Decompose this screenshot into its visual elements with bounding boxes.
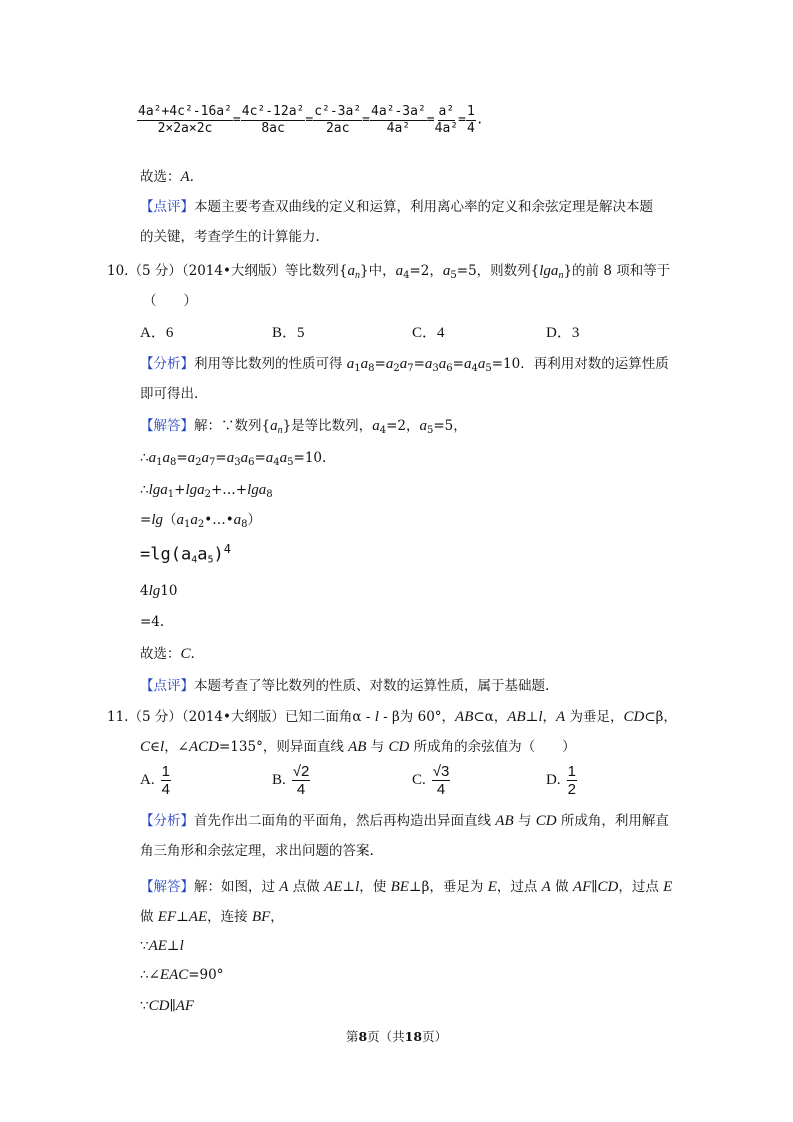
- text-segment: ⊂α，: [473, 709, 508, 725]
- text-segment: 所成角的余弦值为（ ）: [409, 739, 576, 755]
- footer-text: 页（共: [367, 1029, 405, 1044]
- text-segment: ⊥: [342, 879, 356, 895]
- text-segment: =: [215, 450, 227, 466]
- text-segment: 解：如图，过: [194, 879, 280, 895]
- subscript: 1: [156, 457, 163, 468]
- denominator: 4a²: [386, 121, 411, 136]
- option-label: D.: [546, 771, 561, 788]
- math-symbol: C: [140, 739, 151, 755]
- math-symbol: a: [233, 512, 242, 528]
- fraction: [466, 104, 476, 137]
- math-symbol: lga: [247, 482, 267, 498]
- subscript: 4: [379, 425, 387, 436]
- text-segment: .: [190, 646, 195, 662]
- text-segment: ⊂β，: [644, 709, 677, 725]
- math-symbol: a: [176, 512, 184, 528]
- text-segment: ∴: [140, 450, 149, 466]
- text-line: [140, 645, 195, 663]
- math-symbol: AB: [495, 813, 514, 829]
- math-symbol: l: [374, 709, 379, 725]
- text-segment: 11.（5 分）（2014•大纲版）已知二面角α -: [107, 709, 375, 725]
- text-segment: ，使: [359, 879, 391, 895]
- lg-text: a: [197, 544, 208, 565]
- equals: =: [305, 112, 314, 128]
- text-line: [140, 582, 177, 600]
- math-symbol: BF: [251, 909, 271, 925]
- text-segment: 角三角形和余弦定理，求出问题的答案.: [140, 843, 374, 859]
- text-line: [140, 878, 672, 896]
- text-line: [140, 937, 184, 955]
- section-tag: 【分析】: [140, 356, 194, 372]
- subscript: 4: [403, 270, 410, 281]
- lg-expression: [140, 540, 231, 570]
- text-segment: ∈: [150, 739, 161, 755]
- subscript: 7: [407, 363, 414, 374]
- numerator: c²-3a²: [314, 104, 362, 119]
- denominator: 8ac: [261, 121, 285, 136]
- text-line: [140, 449, 326, 472]
- text-segment: ，过点: [618, 879, 664, 895]
- math-symbol: a: [419, 418, 427, 434]
- text-segment: =2，: [386, 418, 420, 434]
- subscript: 1: [167, 489, 175, 500]
- text-segment: 与: [366, 739, 389, 755]
- math-symbol: CD: [388, 739, 410, 755]
- text-segment: =90°: [188, 967, 224, 983]
- math-symbol: AF: [175, 998, 195, 1014]
- text-line: [107, 262, 670, 285]
- text-segment: （: [162, 512, 177, 528]
- fraction: [292, 763, 311, 798]
- subscript: 5: [287, 457, 294, 468]
- denominator: 4: [296, 781, 306, 798]
- math-symbol: a: [424, 356, 433, 372]
- math-symbol: a: [360, 356, 369, 372]
- exponent: 4: [223, 542, 231, 556]
- math-symbol: a: [190, 512, 198, 528]
- math-symbol: AF: [572, 879, 592, 895]
- math-symbol: a: [201, 450, 210, 466]
- math-symbol: AB: [507, 709, 526, 725]
- text-line: [140, 481, 273, 504]
- text-segment: - β为 60°，: [378, 709, 456, 725]
- subscript: 5: [207, 554, 214, 566]
- text-line: [140, 613, 164, 631]
- text-segment: ⊥: [525, 709, 539, 725]
- math-symbol: E: [663, 879, 673, 895]
- math-symbol: EAC: [159, 967, 189, 983]
- denominator: 4a²: [434, 121, 459, 136]
- text-segment: ，: [270, 909, 284, 925]
- math-symbol: a: [270, 418, 278, 434]
- q10-option-a: A．6: [140, 325, 174, 341]
- q11-option-a: [140, 763, 171, 798]
- section-tag: 【解答】: [140, 418, 194, 434]
- math-symbol: ACD: [189, 739, 219, 755]
- text-segment: （ ）: [143, 293, 197, 309]
- math-symbol: CD: [148, 998, 170, 1014]
- text-segment: =5，则数列{: [456, 263, 540, 279]
- math-symbol: lga: [148, 482, 168, 498]
- text-line: [140, 842, 374, 860]
- subscript: n: [355, 270, 361, 281]
- numerator: √2: [292, 763, 310, 780]
- subscript: 4: [471, 363, 478, 374]
- text-line: [140, 677, 549, 695]
- fraction: [567, 763, 577, 798]
- fraction: [435, 104, 458, 137]
- fraction: [432, 763, 451, 798]
- text-segment: ∴: [140, 482, 149, 498]
- numerator: √3: [432, 763, 450, 780]
- q11-option-b: [272, 763, 310, 798]
- subscript: 2: [393, 363, 400, 374]
- text-segment: •…•: [204, 512, 234, 528]
- text-line: [140, 997, 194, 1015]
- text-segment: 故选：: [140, 646, 181, 662]
- math-symbol: A: [180, 169, 190, 185]
- text-segment: ，连接: [207, 909, 252, 925]
- text-line: [140, 385, 198, 403]
- text-segment: .: [189, 169, 194, 185]
- equals: =: [426, 112, 435, 128]
- math-symbol: a: [372, 418, 380, 434]
- math-symbol: AE: [324, 879, 343, 895]
- text-segment: ，: [542, 709, 556, 725]
- math-symbol: AE: [148, 938, 167, 954]
- denominator: 4: [466, 121, 475, 136]
- subscript: 7: [209, 457, 216, 468]
- denominator: 4: [436, 781, 446, 798]
- subscript: 1: [354, 363, 361, 374]
- equals: =: [232, 112, 241, 128]
- text-segment: =5，: [433, 418, 467, 434]
- lg-text: ): [213, 544, 224, 565]
- math-symbol: A: [541, 879, 551, 895]
- text-segment: ∥: [169, 998, 176, 1014]
- text-segment: 10: [160, 583, 178, 599]
- text-segment: ⊥: [176, 909, 189, 925]
- text-segment: }中，: [360, 263, 396, 279]
- text-line: [140, 417, 467, 440]
- text-line: [140, 738, 576, 756]
- text-segment: }是等比数列，: [282, 418, 373, 434]
- subscript: 2: [204, 489, 211, 500]
- math-symbol: a: [240, 450, 249, 466]
- math-symbol: l: [355, 879, 360, 895]
- math-symbol: a: [442, 263, 451, 279]
- subscript: 8: [169, 457, 177, 468]
- text-line: [107, 708, 677, 726]
- text-segment: 所成角，利用解直: [556, 813, 669, 829]
- text-segment: ∴∠: [140, 967, 160, 983]
- footer-text: 页）: [422, 1029, 448, 1044]
- text-segment: 即可得出.: [140, 386, 199, 402]
- math-symbol: lg: [148, 583, 161, 599]
- text-segment: =: [452, 356, 464, 372]
- math-symbol: lg: [151, 512, 163, 528]
- option-label: B.: [272, 771, 286, 788]
- text-segment: ∥: [591, 879, 598, 895]
- formula-line: [137, 104, 484, 137]
- text-segment: +: [174, 482, 186, 498]
- footer-text: 第: [345, 1029, 359, 1044]
- text-segment: =10.: [293, 450, 327, 466]
- total-pages: 18: [404, 1029, 423, 1044]
- numerator: 4a²+4c²-16a²: [138, 104, 232, 119]
- text-segment: ，过点: [496, 879, 542, 895]
- q10-option-d: D．3: [546, 325, 580, 341]
- option-label: A.: [140, 771, 155, 788]
- text-segment: =: [254, 450, 266, 466]
- text-segment: =4.: [140, 614, 165, 630]
- math-symbol: a: [477, 356, 486, 372]
- text-segment: +…+: [211, 482, 248, 498]
- text-segment: ⊥β，垂足为: [408, 879, 488, 895]
- lg-text: =lg(a: [140, 544, 192, 565]
- q11-option-c: [412, 763, 450, 798]
- section-tag: 【解答】: [140, 879, 194, 895]
- text-segment: 做: [550, 879, 573, 895]
- math-symbol: A: [556, 709, 566, 725]
- subscript: 8: [368, 363, 375, 374]
- math-symbol: l: [538, 709, 543, 725]
- subscript: 5: [485, 363, 492, 374]
- text-segment: =135°，则异面直线: [219, 739, 349, 755]
- math-symbol: a: [438, 356, 447, 372]
- text-segment: 10.（5 分）（2014•大纲版）等比数列{: [107, 263, 348, 279]
- subscript: 1: [183, 519, 191, 530]
- math-symbol: EF: [157, 909, 177, 925]
- text-segment: =: [140, 512, 152, 528]
- fraction: [137, 104, 233, 137]
- text-segment: }的前 8 项和等于: [563, 263, 671, 279]
- subscript: 4: [273, 457, 280, 468]
- numerator: 1: [567, 763, 576, 780]
- math-symbol: lga: [185, 482, 205, 498]
- text-segment: 点做: [288, 879, 325, 895]
- text-segment: =2，: [409, 263, 443, 279]
- text-line: [140, 908, 284, 926]
- subscript: 2: [195, 457, 202, 468]
- math-symbol: a: [463, 356, 472, 372]
- subscript: 5: [426, 425, 434, 436]
- math-symbol: a: [385, 356, 394, 372]
- math-symbol: lga: [539, 263, 559, 279]
- equals: =: [362, 112, 370, 128]
- math-symbol: C: [180, 646, 191, 662]
- math-symbol: a: [395, 263, 404, 279]
- denominator: 2: [567, 781, 576, 798]
- section-tag: 【点评】: [140, 199, 194, 215]
- period: .: [475, 112, 484, 128]
- numerator: a²: [438, 104, 455, 119]
- math-symbol: a: [347, 263, 356, 279]
- text-segment: ∵: [140, 938, 149, 954]
- page-number: 8: [358, 1029, 368, 1044]
- math-symbol: a: [162, 450, 170, 466]
- text-segment: 与: [513, 813, 536, 829]
- math-symbol: a: [346, 356, 355, 372]
- math-symbol: AE: [188, 909, 208, 925]
- text-line: [140, 812, 669, 830]
- text-segment: 本题考查了等比数列的性质、对数的运算性质，属于基础题.: [194, 678, 550, 694]
- fraction: [241, 104, 306, 137]
- numerator: 4c²-12a²: [241, 104, 305, 119]
- math-symbol: AB: [348, 739, 367, 755]
- subscript: 3: [234, 457, 241, 468]
- subscript: 8: [241, 519, 248, 530]
- denominator: 2ac: [325, 121, 350, 136]
- denominator: 2×2a×2c: [157, 121, 213, 136]
- text-segment: ，∠: [164, 739, 189, 755]
- text-line: [140, 228, 320, 246]
- text-segment: 首先作出二面角的平面角，然后再构造出异面直线: [194, 813, 496, 829]
- math-symbol: A: [279, 879, 289, 895]
- text-segment: =: [176, 450, 188, 466]
- math-symbol: CD: [623, 709, 645, 725]
- math-symbol: a: [265, 450, 274, 466]
- subscript: 3: [432, 363, 439, 374]
- numerator: 1: [161, 763, 170, 780]
- math-symbol: CD: [597, 879, 619, 895]
- fraction: [313, 104, 362, 137]
- denominator: 4: [161, 781, 170, 798]
- text-line: [140, 355, 669, 378]
- text-segment: =10．再利用对数的运算性质: [491, 356, 669, 372]
- text-line: [140, 168, 194, 186]
- subscript: 8: [266, 489, 273, 500]
- subscript: 5: [450, 270, 457, 281]
- numerator: 1: [466, 104, 475, 119]
- text-line: [140, 511, 261, 534]
- q10-option-b: B．5: [272, 325, 305, 341]
- math-symbol: E: [487, 879, 497, 895]
- text-line: [143, 292, 197, 310]
- text-segment: ）: [247, 512, 262, 528]
- section-tag: 【点评】: [140, 678, 194, 694]
- text-segment: ⊥: [166, 938, 180, 954]
- option-label: C.: [412, 771, 426, 788]
- subscript: 2: [197, 519, 205, 530]
- subscript: 6: [248, 457, 255, 468]
- text-line: [140, 198, 653, 216]
- math-symbol: l: [160, 739, 165, 755]
- math-symbol: a: [148, 450, 157, 466]
- text-line: [140, 966, 224, 984]
- text-segment: ∵: [140, 998, 149, 1014]
- math-symbol: AB: [455, 709, 474, 725]
- text-segment: 4: [140, 583, 149, 599]
- numerator: 4a²-3a²: [371, 104, 426, 119]
- math-symbol: l: [179, 938, 184, 954]
- text-segment: 利用等比数列的性质可得: [194, 356, 347, 372]
- subscript: 4: [191, 554, 198, 566]
- q11-option-d: [546, 763, 577, 798]
- text-segment: =: [413, 356, 425, 372]
- equals: =: [458, 112, 466, 128]
- math-symbol: a: [226, 450, 235, 466]
- math-symbol: a: [187, 450, 196, 466]
- page-footer: [0, 1027, 793, 1045]
- math-symbol: a: [399, 356, 408, 372]
- fraction: [161, 763, 171, 798]
- subscript: n: [558, 270, 564, 281]
- text-segment: 解：∵数列{: [194, 418, 271, 434]
- text-segment: 的关键，考查学生的计算能力.: [140, 229, 320, 245]
- text-segment: 故选：: [140, 169, 181, 185]
- subscript: 6: [446, 363, 453, 374]
- math-symbol: a: [279, 450, 288, 466]
- text-segment: 做: [140, 909, 158, 925]
- q10-option-c: C．4: [412, 325, 445, 341]
- text-segment: 为垂足，: [565, 709, 624, 725]
- math-symbol: CD: [535, 813, 557, 829]
- text-segment: 本题主要考查双曲线的定义和运算，利用离心率的定义和余弦定理是解决本题: [194, 199, 653, 215]
- text-segment: =: [374, 356, 386, 372]
- fraction: [370, 104, 427, 137]
- subscript: n: [277, 425, 283, 436]
- math-symbol: BE: [390, 879, 409, 895]
- section-tag: 【分析】: [140, 813, 194, 829]
